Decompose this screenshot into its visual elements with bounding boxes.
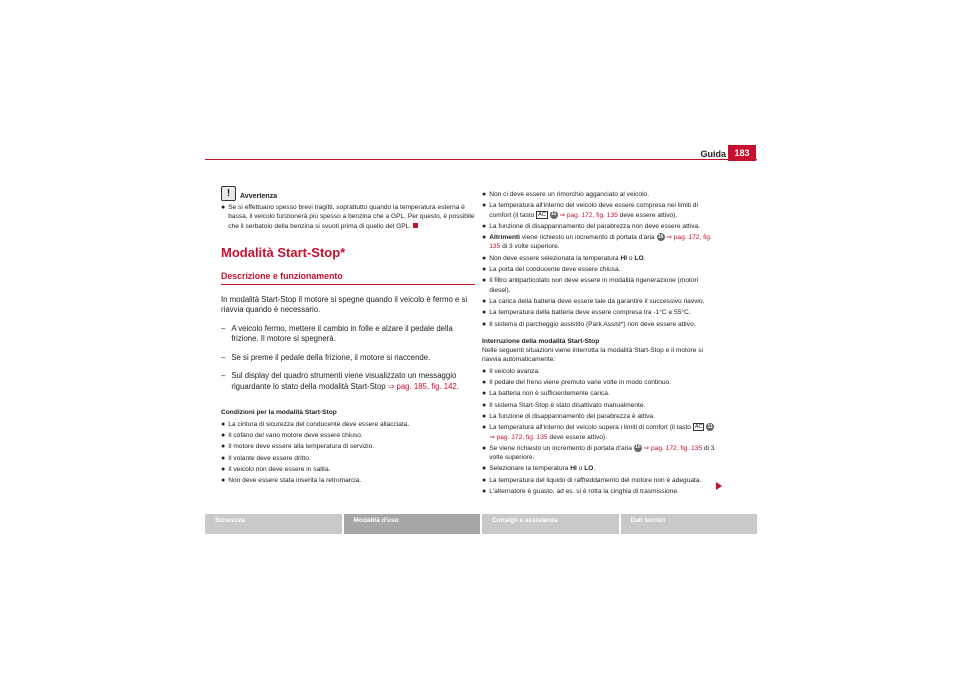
footer-nav <box>205 514 757 534</box>
bullet-icon: ● <box>482 222 487 230</box>
interruption-heading: Interruzione della modalità Start-Stop <box>482 337 600 345</box>
list-item: ● L'alternatore è guasto, ad es. si è rotta la cinghia di trasmissione. <box>482 488 679 496</box>
header-rule <box>205 159 757 160</box>
bullet-icon: ● <box>482 476 487 484</box>
step-dash: – <box>221 371 226 381</box>
bullet-icon: ● <box>482 297 487 305</box>
list-item: ● Il cofano del vano motore deve essere chiuso. <box>221 431 363 439</box>
list-item: ● Non ci deve essere un rimorchio agganciato al veicolo. <box>482 191 650 198</box>
page-reference-link[interactable]: ⇒ pag. 172, fig. 135 <box>559 211 618 219</box>
list-item: ● Il sistema di parcheggio assistito (Park Assist*) non deve essere attivo. <box>482 320 696 328</box>
bullet-icon: ● <box>482 379 487 387</box>
step-item <box>221 324 475 345</box>
list-item: ● Altrimenti viene richiesto un incremento di portata d'aria 16 ⇒ pag. 172, fig. 135 di 3 volte superiore. <box>482 233 712 251</box>
bullet-icon: ● <box>221 454 226 462</box>
list-item: ● La batteria non è sufficientemente carica. <box>482 390 610 398</box>
step-text: Sul display del quadro strumenti viene visualizzato un messaggio riguardante lo stato della modalità Start-Stop <box>231 371 457 391</box>
ac-key-icon: AC <box>694 424 703 431</box>
step-dash: – <box>221 323 226 333</box>
intro-text: In modalità Start-Stop il motore si spegne quando il veicolo è fermo e si riavvia quando è necessario. <box>221 294 468 315</box>
callout-number-icon: 16 <box>635 444 641 451</box>
list-item: ● La temperatura all'interno del veicolo deve essere compresa nei limiti di comfort (il tasto AC 11 ⇒ pag. 172, fig. 135 deve essere attivo). <box>482 202 698 219</box>
bullet-icon: ● <box>221 420 226 428</box>
right-column <box>482 188 720 496</box>
left-column <box>221 188 475 485</box>
list-item: ● La temperatura all'interno del veicolo supera i limiti di comfort (il tasto AC 11 ⇒ pag. 172, fig. 135 deve essere attivo). <box>482 423 713 441</box>
footer-tab-dati-tecnici[interactable]: Dati tecnici <box>621 514 758 534</box>
page-section-title: Guida <box>700 149 726 159</box>
bullet-icon: ● <box>482 401 487 409</box>
warning-text: Se si effettuano spesso brevi tragitti, soprattutto quando la temperatura esterna è bassa, il veicolo funzionerà più spesso a benzina che a GPL. Per questo, è possibile che il serbatoio della benzina si svuoti prima di quello del GPL. <box>228 204 475 230</box>
ac-key-icon: AC <box>538 211 546 218</box>
list-item: ● Il pedale del freno viene premuto varie volte in modo continuo. <box>482 379 672 387</box>
list-item: ● Il motore deve essere alla temperatura di servizio. <box>221 443 375 451</box>
bullet-icon: ● <box>482 412 487 420</box>
list-item: ● Il volante deve essere dritto. <box>221 454 311 462</box>
page-reference-link[interactable]: ⇒ pag. 172, fig. 135 <box>489 234 712 251</box>
list-item: ● La carica della batteria deve essere tale da garantire il successivo riavvio. <box>482 297 705 305</box>
page-reference-link[interactable]: ⇒ pag. 172, fig. 135 <box>489 433 548 441</box>
conditions-heading: Condizioni per la modalità Start-Stop <box>221 409 337 417</box>
list-item: ● La porta del conducente deve essere chiusa. <box>482 266 621 274</box>
step-text: Se si preme il pedale della frizione, il motore si riaccende. <box>231 352 431 362</box>
end-of-section-icon <box>413 223 418 228</box>
list-item: ● La cintura di sicurezza del conducente deve essere allacciata. <box>221 420 410 428</box>
bullet-icon: ● <box>221 465 226 473</box>
bullet-icon: ● <box>482 309 487 317</box>
continue-arrow-icon <box>716 482 722 490</box>
warning-note-icon: ! <box>221 186 236 201</box>
step-item <box>221 353 475 364</box>
bullet-icon: ● <box>221 443 226 451</box>
list-item: ● La temperatura del liquido di raffreddamento del motore non è adeguata. <box>482 476 702 484</box>
list-item: ● Il veicolo non deve essere in salita. <box>221 465 331 473</box>
footer-tab-modalita-uso[interactable]: Modalità d'uso <box>344 514 481 534</box>
bullet-icon: ● <box>482 390 487 398</box>
bullet-icon: ● <box>482 266 487 274</box>
list-item: ● La funzione di disappannamento del parabrezza è attiva. <box>482 412 655 420</box>
bullet-icon: ● <box>482 444 487 452</box>
page-reference-link[interactable]: ⇒ pag. 185, fig. 142 <box>387 381 457 391</box>
step-text: A veicolo fermo, mettere il cambio in folle e alzare il pedale della frizione. Il motore si spegnerà. <box>231 323 453 344</box>
section-title: Modalità Start-Stop* <box>221 244 346 260</box>
list-item: ● La temperatura della batteria deve essere compresa tra -1°C e 55°C. <box>482 309 691 317</box>
bullet-icon: ● <box>221 204 226 211</box>
list-item: ● La funzione di disappannamento del parabrezza non deve essere attiva. <box>482 222 701 230</box>
bullet-icon: ● <box>221 477 226 485</box>
page-reference-link[interactable]: ⇒ pag. 172, fig. 135 <box>643 444 702 452</box>
bullet-icon: ● <box>482 424 487 432</box>
list-item: ● Il sistema Start-Stop è stato disattivato manualmente. <box>482 401 646 409</box>
bullet-icon: ● <box>482 202 487 210</box>
list-item: ● Se viene richiesto un incremento di portata d'aria 16 ⇒ pag. 172, fig. 135 di 3 volte superiore. <box>482 444 715 462</box>
bullet-icon: ● <box>482 234 487 242</box>
list-item: ● Non deve essere selezionata la temperatura HI o LO. <box>482 254 646 262</box>
callout-number-icon: 11 <box>550 211 557 218</box>
bullet-icon: ● <box>482 320 487 328</box>
step-dash: – <box>221 352 226 362</box>
list-item: ● Il filtro antiparticolato non deve essere in modalità rigenerazione (motori diesel). <box>482 277 699 294</box>
list-item: ● Il veicolo avanza. <box>482 367 540 375</box>
footer-tab-sicurezza[interactable]: Sicurezza <box>205 514 342 534</box>
warning-item <box>221 203 475 231</box>
footer-tab-consigli-assistenza[interactable]: Consigli e assistenza <box>482 514 619 534</box>
bullet-icon: ● <box>482 465 487 473</box>
bullet-icon: ● <box>482 191 487 198</box>
bullet-icon: ● <box>482 277 487 285</box>
warning-title: Avvertenza <box>240 192 278 200</box>
list-item: ● Non deve essere stata inserita la retromarcia. <box>221 477 362 485</box>
list-item: ● Selezionare la temperatura HI o LO. <box>482 465 596 473</box>
bullet-icon: ● <box>482 254 487 262</box>
warning-header <box>221 186 475 201</box>
bullet-icon: ● <box>221 431 226 439</box>
bullet-icon: ● <box>482 367 487 375</box>
subsection-title: Descrizione e funzionamento <box>221 271 475 285</box>
interruption-intro: Nelle seguenti situazioni viene interrotta la modalità Start-Stop e il motore si riavvia automaticamente: <box>482 347 704 364</box>
bullet-icon: ● <box>482 488 487 496</box>
page-number: 183 <box>728 145 756 161</box>
callout-number-icon: 16 <box>657 233 664 240</box>
step-item: – Sul display del quadro strumenti viene visualizzato un messaggio riguardante lo stato della modalità Start-Stop ⇒ pag. 185, fig. 142. <box>221 371 459 391</box>
callout-number-icon: 11 <box>707 423 713 430</box>
